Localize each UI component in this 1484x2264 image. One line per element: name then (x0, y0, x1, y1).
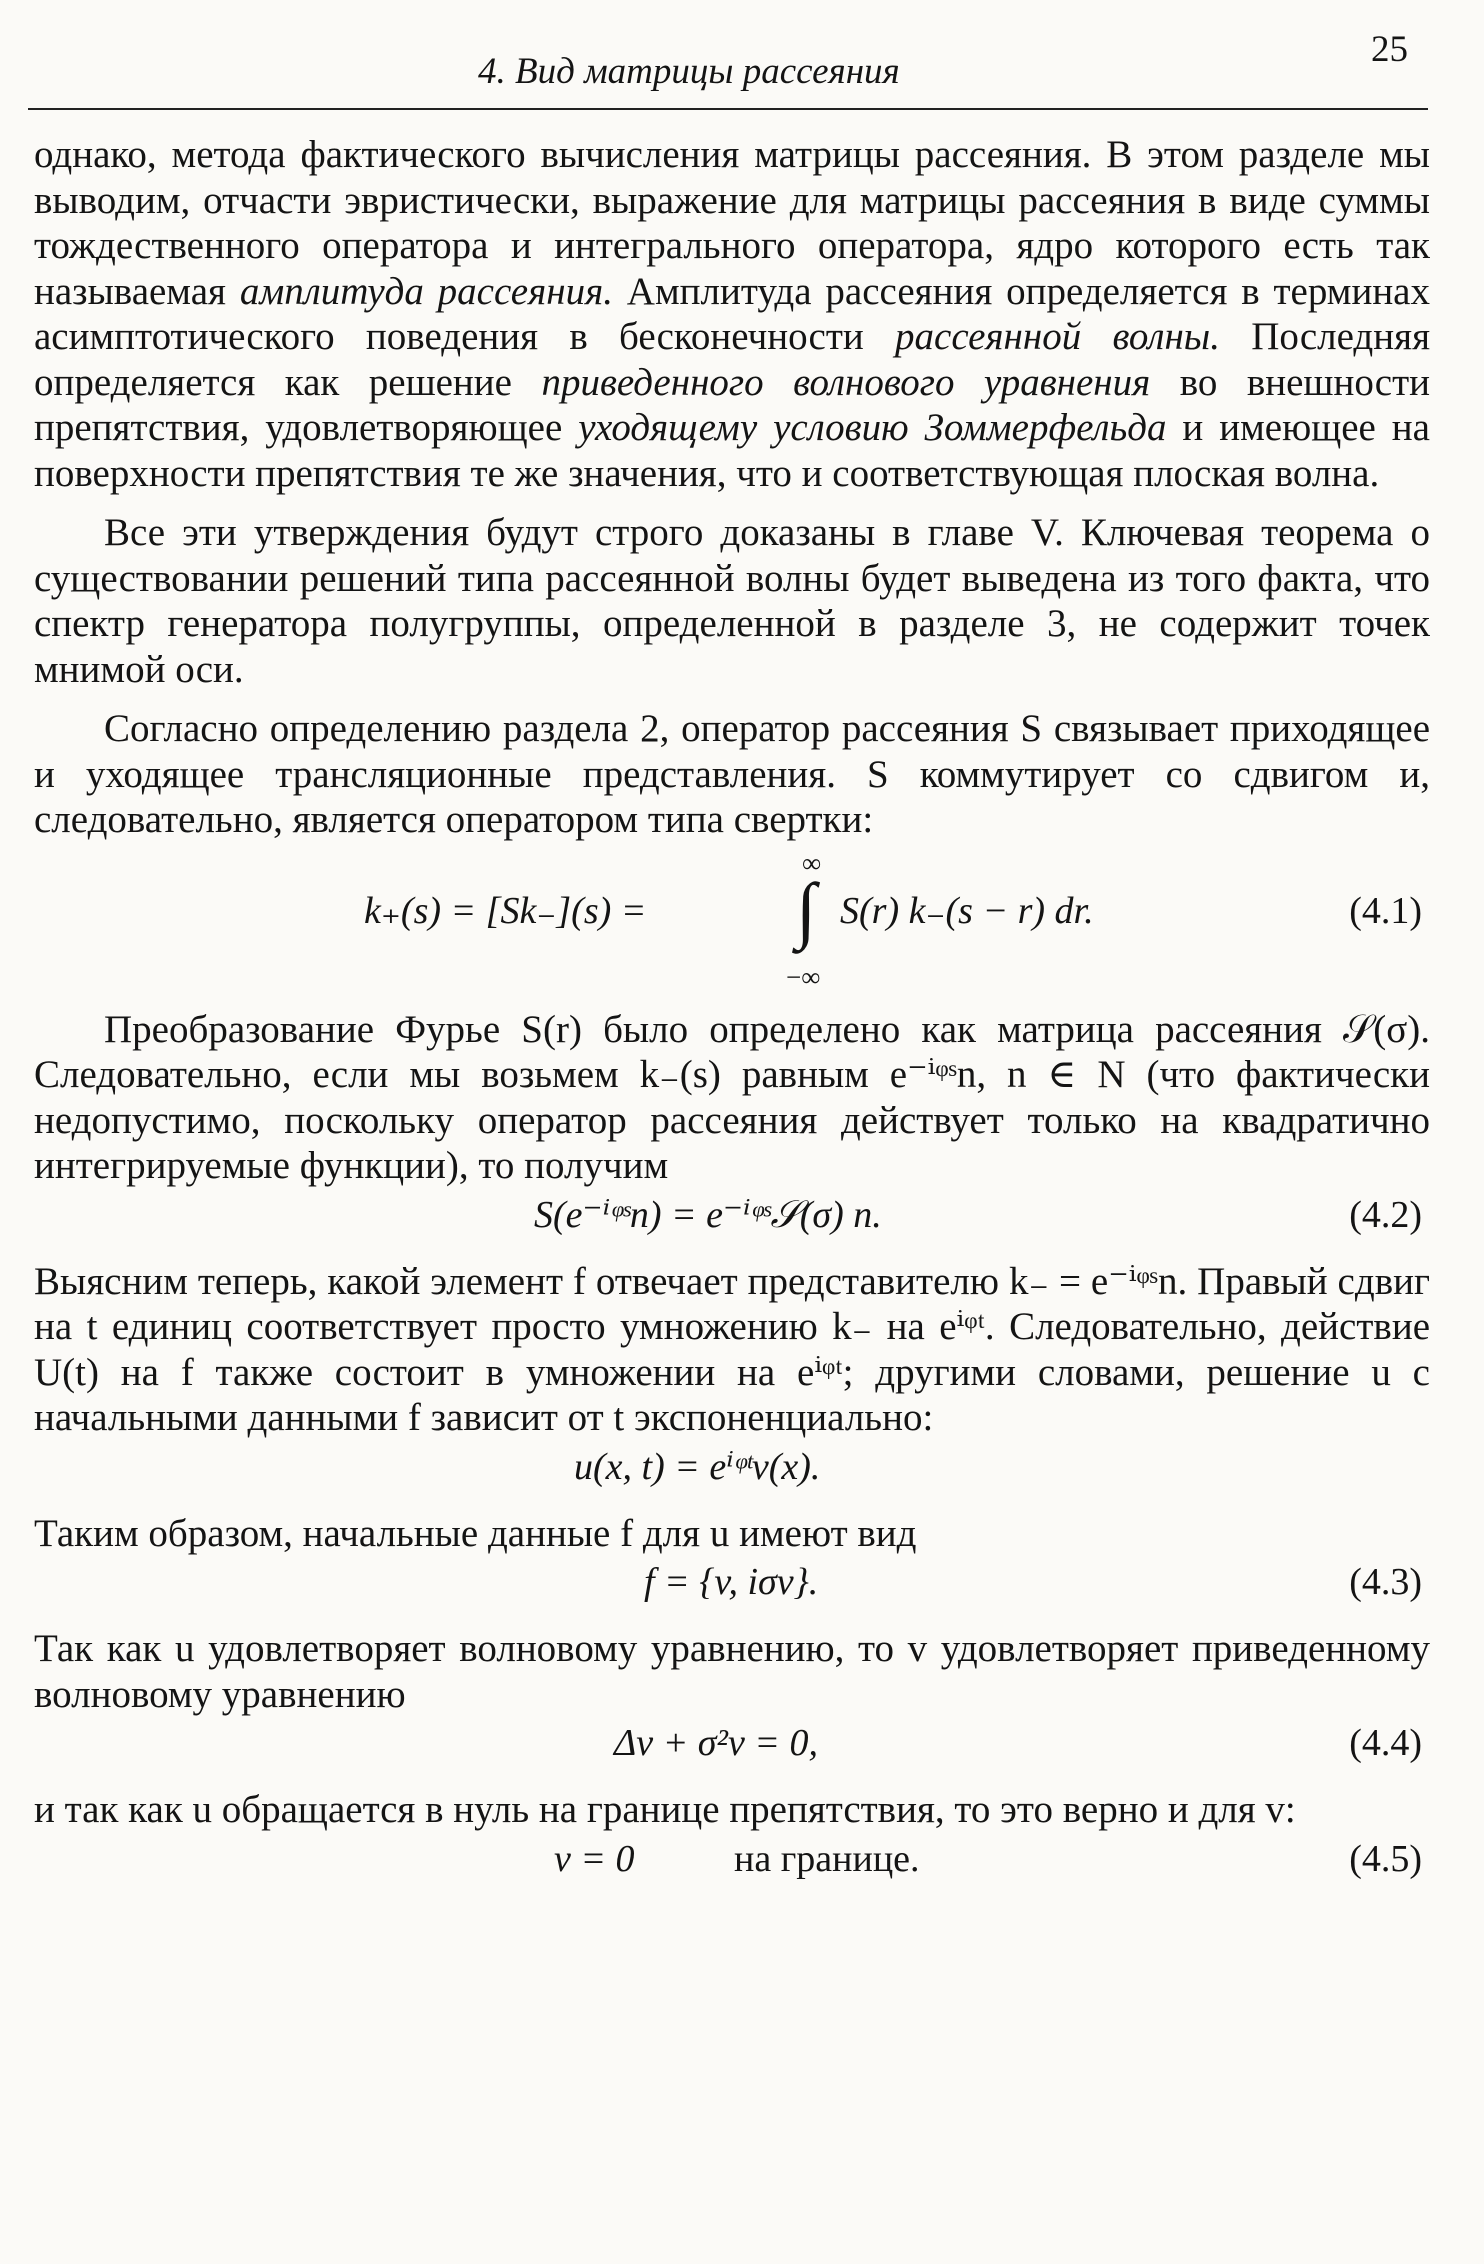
page-body (34, 132, 1430, 1889)
equation-lhs: k₊(s) = [Sk₋](s) = (364, 889, 647, 932)
equation-4-4 (34, 1717, 1430, 1773)
term-scattering-amplitude: амплитуда рассеяния. (239, 269, 613, 313)
text-run: во внешности препятствия, удовлетворяющее (34, 360, 1431, 449)
running-header (28, 28, 1428, 110)
text-run: Последняя определяется как решение (34, 315, 1431, 404)
equation-condition: на границе. (734, 1837, 920, 1880)
paragraph-6: Таким образом, начальные данные f для u имеют вид (34, 1511, 917, 1555)
integral-symbol: ∫ (796, 868, 817, 951)
equation-number: (4.3) (1349, 1561, 1422, 1603)
equation-text: u(x, t) = eⁱᵠᵗv(x). (574, 1445, 821, 1488)
text-run: однако, метода фактического вычисления матрицы рассеяния. В этом разделе мы выводим, отчасти эвристически, выражение для матрицы рассеяния в виде суммы тождественного оператора и интегрального оператора, ядро которого есть так называемая (34, 133, 1430, 313)
equation-text: f = {v, iσv}. (644, 1561, 819, 1603)
paragraph-4: Преобразование Фурье S(r) было определено как матрица рассеяния 𝒮(σ). Следовательно, если мы возьмем k₋(s) равным e⁻ⁱᵠˢn, n ∈ N (что фактически недопустимо, поскольку оператор рассеяния действует только на квадратично интегрируемые функции), то получим (34, 1007, 1430, 1187)
equation-rhs: S(r) k₋(s − r) dr. (840, 889, 1094, 932)
equation-lhs: v = 0 (554, 1837, 635, 1880)
paragraph-5: Выясним теперь, какой элемент f отвечает представителю k₋ = e⁻ⁱᵠˢn. Правый сдвиг на t единиц соответствует просто умножению k₋ на eⁱᵠᵗ. Следовательно, действие U(t) на f также состоит в умножении на eⁱᵠᵗ; другими словами, решение u с начальными данными f зависит от t экспоненциально: (34, 1259, 1430, 1439)
equation-number: (4.4) (1349, 1722, 1422, 1764)
equation-text: Δv + σ²v = 0, (614, 1722, 818, 1764)
equation-number: (4.1) (1349, 889, 1422, 932)
paragraph-3: Согласно определению раздела 2, оператор рассеяния S связывает приходящее и уходящее трансляционные представления. S коммутирует со сдвигом и, следовательно, является оператором типа свертки: (34, 707, 1430, 841)
text-run: и имеющее на поверхности препятствия те же значения, что и соответствующая плоская волна. (34, 406, 1430, 495)
text-run: Амплитуда рассеяния определяется в терминах асимптотического поведения в бесконечности (34, 269, 1430, 358)
term-reduced-wave-equation: приведенного волнового уравнения (541, 360, 1151, 404)
integral-lower-limit: −∞ (786, 961, 821, 992)
paragraph-8: и так как u обращается в нуль на границе препятствия, то это верно и для v: (34, 1788, 1296, 1831)
term-scattered-wave: рассеянной волны. (895, 315, 1220, 358)
integral-sign (778, 843, 838, 993)
integral-upper-limit: ∞ (802, 847, 822, 878)
equation-4-3 (34, 1556, 1430, 1612)
equation-u (34, 1441, 1430, 1497)
paragraph-2: Все эти утверждения будут строго доказаны в главе V. Ключевая теорема о существовании решений типа рассеянной волны будет выведена из того факта, что спектр генератора полугруппы, определенной в разделе 3, не содержит точек мнимой оси. (34, 511, 1430, 691)
section-title: 4. Вид матрицы рассеяния (478, 51, 900, 92)
equation-4-1 (34, 843, 1430, 993)
paragraph-1 (34, 132, 1430, 496)
equation-number: (4.2) (1349, 1193, 1422, 1236)
term-sommerfeld-condition: уходящему условию Зоммерфельда (578, 406, 1167, 449)
paragraph-7: Так как u удовлетворяет волновому уравнению, то v удовлетворяет приведенному волновому уравнению (34, 1627, 1430, 1716)
equation-text: S(e⁻ⁱᵠˢn) = e⁻ⁱᵠˢ𝒮(σ) n. (534, 1193, 882, 1236)
equation-4-5 (34, 1833, 1430, 1889)
equation-4-2 (34, 1189, 1430, 1245)
page-number: 25 (1371, 29, 1408, 70)
equation-number: (4.5) (1349, 1837, 1422, 1880)
